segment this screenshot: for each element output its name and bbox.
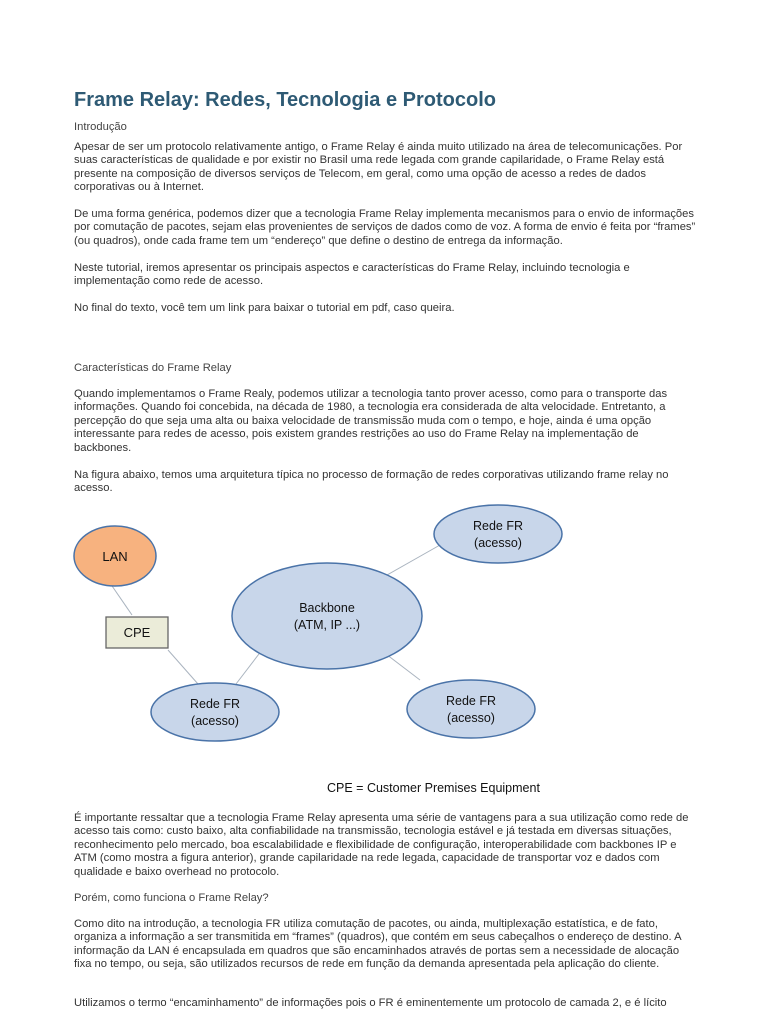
lan-label: LAN — [102, 549, 128, 564]
page-title: Frame Relay: Redes, Tecnologia e Protocolo — [74, 89, 496, 111]
paragraph-advantages: É importante ressaltar que a tecnologia Frame Relay apresenta uma série de vantagens para a sua utilização como rede de acesso tais como: custo baixo, alta confiabilidade na transmissão, tecnologia estável e já testada em diversas situações, reconhecimento pelo mercado, boa escalabilidade e flexibilidade de configuração, interoperabilidade com backbones IP e ATM (como mostra a figura anterior), grande capilaridade na rede legada, capacidade de transportar voz e dados com qualidade e baixo overhead no protocolo. — [74, 812, 689, 878]
paragraph-intro-2: De uma forma genérica, podemos dizer que a tecnologia Frame Relay implementa mecanismos para o envio de informações por comutação de pacotes, sejam elas provenientes de serviços de dados como de voz. A forma de envio é feita por “frames” (ou quadros), onde cada frame tem um “endereço” que define o destino de entrega da informação. — [74, 208, 696, 247]
fr-left-node — [151, 683, 279, 741]
fr-top-node — [434, 505, 562, 563]
cpe-label: CPE — [123, 625, 151, 640]
fr-top-label-line2: (acesso) — [474, 536, 522, 550]
paragraph-how-it-works-1: Como dito na introdução, a tecnologia FR utiliza comutação de pacotes, ou ainda, multiplexação estatística, e de fato, organiza a informação a ser transmitida em “frames” (quadros), que contém em seus cabeçalhos o endereço de destino. A informação da LAN é encapsulada em quadros que são encaminhados através de portas sem a necessidade de alocação fixa no tempo, ou seja, são utilizados recursos de rede em função da demanda apresentada pela aplicação do cliente. — [74, 918, 681, 971]
link-cpe-fr-left — [168, 650, 198, 684]
paragraph-intro-1: Apesar de ser um protocolo relativamente antigo, o Frame Relay é ainda muito utilizado na área de telecomunicações. Por suas características de qualidade e por existir no Brasil uma rede legada com grande capilaridade, o Frame Relay está presente na composição de diversos serviços de Telecom, em geral, como uma opção de acesso a redes de dados corporativas ou à Internet. — [74, 141, 683, 194]
backbone-node — [232, 563, 422, 669]
fr-right-label-line2: (acesso) — [447, 711, 495, 725]
paragraph-how-it-works-2: Utilizamos o termo “encaminhamento” de informações pois o FR é eminentemente um protocolo de camada 2, e é lícito — [74, 997, 667, 1009]
paragraph-intro-4: No final do texto, você tem um link para baixar o tutorial em pdf, caso queira. — [74, 302, 455, 314]
link-backbone-fr-top — [380, 545, 440, 579]
backbone-label-line1: Backbone — [299, 601, 355, 615]
fr-left-label-line1: Rede FR — [189, 697, 241, 711]
fr-left-label-line2: (acesso) — [191, 714, 239, 728]
fr-right-node — [407, 680, 535, 738]
paragraph-characteristics-2: Na figura abaixo, temos uma arquitetura típica no processo de formação de redes corporativas utilizando frame relay no acesso. — [74, 469, 669, 495]
fr-top-label-line1: Rede FR — [472, 519, 524, 533]
network-architecture-diagram — [0, 500, 768, 810]
link-backbone-fr-left — [236, 650, 262, 684]
section-heading-intro: Introdução — [74, 121, 127, 133]
paragraph-intro-3: Neste tutorial, iremos apresentar os principais aspectos e características do Frame Relay, incluindo tecnologia e implementação como rede de acesso. — [74, 262, 630, 288]
link-lan-cpe — [110, 583, 132, 615]
fr-right-label-line1: Rede FR — [445, 694, 497, 708]
section-heading-how-it-works: Porém, como funciona o Frame Relay? — [74, 892, 269, 904]
section-heading-characteristics: Características do Frame Relay — [74, 362, 232, 374]
diagram-caption: CPE = Customer Premises Equipment — [327, 781, 540, 795]
backbone-label-line2: (ATM, IP ...) — [293, 618, 361, 632]
paragraph-characteristics-1: Quando implementamos o Frame Realy, podemos utilizar a tecnologia tanto prover acesso, como para o transporte das informações. Quando foi concebida, na década de 1980, a tecnologia era considerada de alta velocidade. Entretanto, a percepção do que seja uma alta ou baixa velocidade de transmissão muda com o tempo, e hoje, ainda é uma opção interessante para redes de acesso, pois existem grandes restrições ao uso do Frame Relay na implementação de backbones. — [74, 388, 668, 454]
